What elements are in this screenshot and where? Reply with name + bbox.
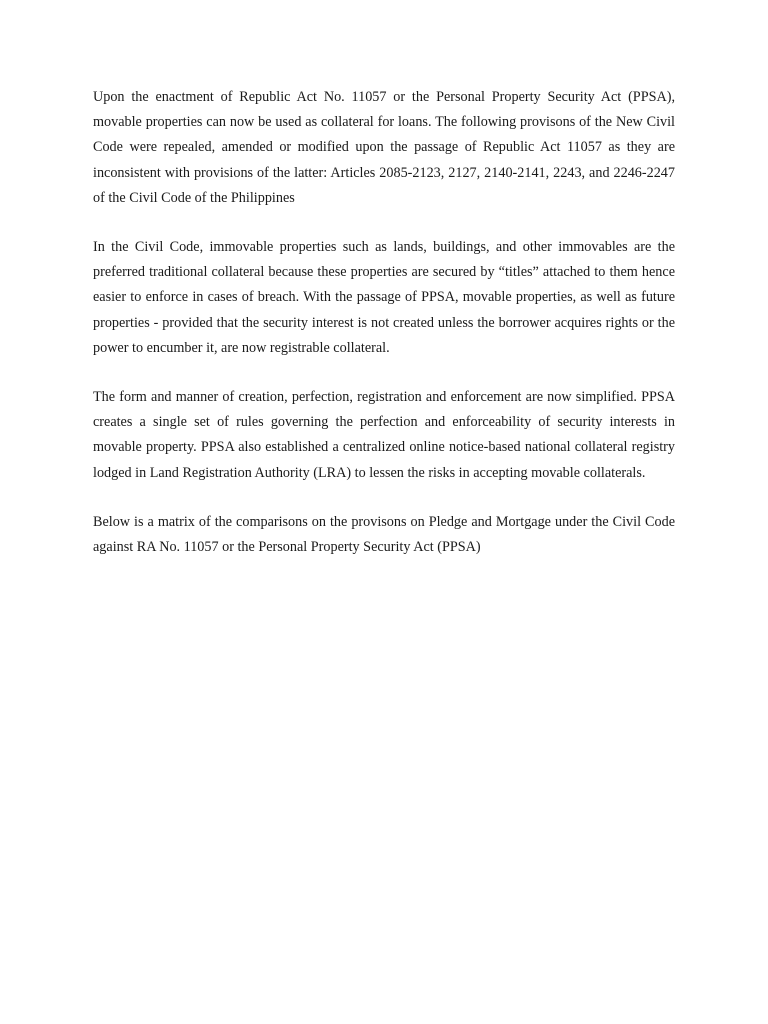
paragraph-matrix-intro: Below is a matrix of the comparisons on the provisons on Pledge and Mortgage under the Civil Code against RA No. 11057 or the Personal Property Security Act (PPSA) [93, 513, 675, 556]
paragraph-ppsa-enactment: Upon the enactment of Republic Act No. 11057 or the Personal Property Security Act (PPSA), movable properties can now be used as collateral for loans. The following provisons of the New Civil Code were repealed, amended or modified upon the passage of Republic Act 11057 as they are inconsistent with provisions of the latter: Articles 2085-2123, 2127, 2140-2141, 2243, and 2246-2247 of the Civil Code of the Philippines [93, 89, 675, 206]
paragraph-simplified-process: The form and manner of creation, perfection, registration and enforcement are now simplified. PPSA creates a single set of rules governing the perfection and enforceability of security interests in movable property. PPSA also established a centralized online notice-based national collateral registry lodged in Land Registration Authority (LRA) to lessen the risks in accepting movable collaterals. [93, 389, 675, 481]
paragraph-civil-code-collateral: In the Civil Code, immovable properties such as lands, buildings, and other immovables are the preferred traditional collateral because these properties are secured by “titles” attached to them hence easier to enforce in cases of breach. With the passage of PPSA, movable properties, as well as future properties - provided that the security interest is not created unless the borrower acquires rights or the power to encumber it, are now registrable collateral. [93, 239, 675, 356]
document-body [93, 85, 675, 584]
